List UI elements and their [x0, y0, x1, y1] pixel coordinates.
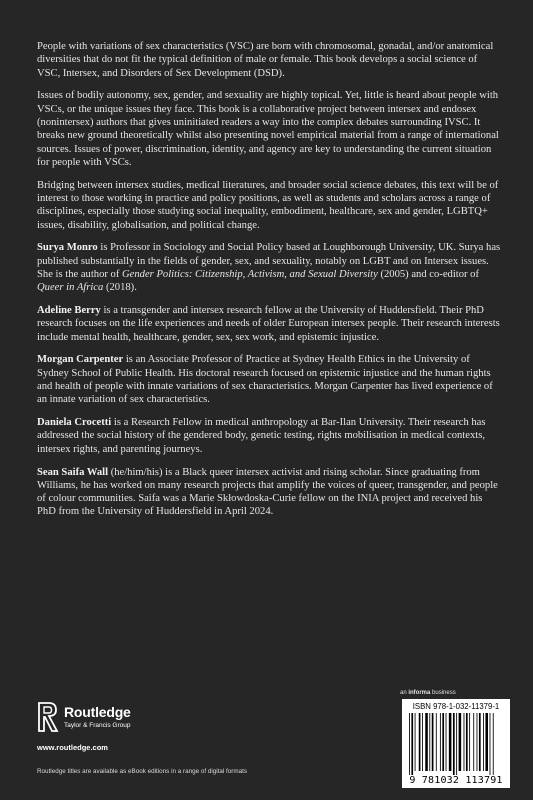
- barcode-digits: 9 781032 113791: [409, 775, 503, 786]
- author-bio-text: (2005) and co-editor of: [377, 268, 480, 280]
- routledge-logo-icon: [37, 702, 59, 732]
- author-name: Morgan Carpenter: [37, 354, 124, 366]
- book-title: Queer in Africa: [37, 282, 104, 294]
- author-bio-wall: [37, 466, 502, 519]
- informa-business-label: an informa business: [400, 690, 456, 696]
- author-bio-berry: [37, 304, 502, 344]
- author-bio-text: is a Research Fellow in medical anthropology at Bar-Ilan University. Their research has addressed the social history of the gendered body, genetic testing, rights mobilisation in medical contexts, intersex rights, and parenting journeys.: [37, 417, 486, 455]
- ebook-note: Routledge titles are available as eBook editions in a range of digital formats: [37, 768, 248, 775]
- publisher-logo: [37, 700, 227, 740]
- author-bio-text: (he/him/his) is a Black queer intersex activist and rising scholar. Since graduating from Williams, he has worked on many research projects that amplify the voices of queer, transgender, and people of colour communities. Saifa was a Marie Skłowdoska-Curie fellow on the INIA project and received his PhD from the University of Huddersfield in April 2024.: [37, 466, 498, 518]
- author-bio-monro: [37, 241, 502, 294]
- author-bio-carpenter: [37, 353, 502, 406]
- publisher-website: www.routledge.com: [37, 743, 108, 752]
- author-bio-crocetti: [37, 416, 502, 456]
- author-name: Daniela Crocetti: [37, 417, 112, 429]
- author-name: Adeline Berry: [37, 305, 101, 317]
- back-cover-text: [37, 40, 502, 528]
- publisher-name: Routledge: [64, 704, 131, 720]
- publisher-group: Taylor & Francis Group: [64, 722, 131, 729]
- author-bio-text: is a transgender and intersex research fellow at the University of Huddersfield. Their PhD research focuses on the life experiences and needs of older European intersex people. Their research interests include mental health, healthcare, gender, sex, sex work, and epistemic injustice.: [37, 305, 500, 343]
- author-bio-text: is an Associate Professor of Practice at Sydney Health Ethics in the University of Sydney School of Public Health. His doctoral research focused on epistemic injustice and the human rights and health of people with innate variations of sex characteristics. Morgan Carpenter has lived experience of an innate variation of sex characteristics.: [37, 354, 493, 406]
- blurb-paragraph-1: People with variations of sex characteristics (VSC) are born with chromosomal, gonadal, and/or anatomical diversities that do not fit the typical definition of male or female. This book develops a social science of VSC, Intersex, and Disorders of Sex Development (DSD).: [37, 41, 494, 79]
- isbn-label: ISBN 978-1-032-11379-1: [412, 702, 500, 711]
- barcode-panel: [402, 699, 510, 788]
- author-bio-text: (2018).: [103, 282, 137, 294]
- author-name: Surya Monro: [37, 242, 98, 254]
- blurb-paragraph-3: Bridging between intersex studies, medical literatures, and broader social science debates, this text will be of interest to those working in practice and policy positions, as well as students and scholars across a range of disciplines, especially those studying social inequality, embodiment, healthcare, sex and gender, LGBTQ+ issues, disability, globalisation, and political change.: [37, 179, 499, 231]
- blurb-paragraph-2: Issues of bodily autonomy, sex, gender, and sexuality are highly topical. Yet, little is heard about people with VSCs, or the unique issues they face. This book is a collaborative project between intersex and endosex (nonintersex) authors that gives uninitiated readers a way into the complex debates surrounding IVSC. It breaks new ground theoretically whilst also presenting novel empirical material from a range of international sources. Issues of power, discrimination, identity, and agency are key to understanding the current situation for people with VSCs.: [37, 90, 499, 168]
- barcode-icon: [406, 713, 506, 775]
- book-title: Gender Politics: Citizenship, Activism, and Sexual Diversity: [122, 268, 378, 280]
- author-name: Sean Saifa Wall: [37, 466, 109, 478]
- author-bio-text: is Professor in Sociology and Social Policy based at Loughborough University, UK. Surya has published substantially in the fields of gender, sex, and sexuality, notably on LGBT and on Intersex issues. She is the author of: [37, 242, 501, 280]
